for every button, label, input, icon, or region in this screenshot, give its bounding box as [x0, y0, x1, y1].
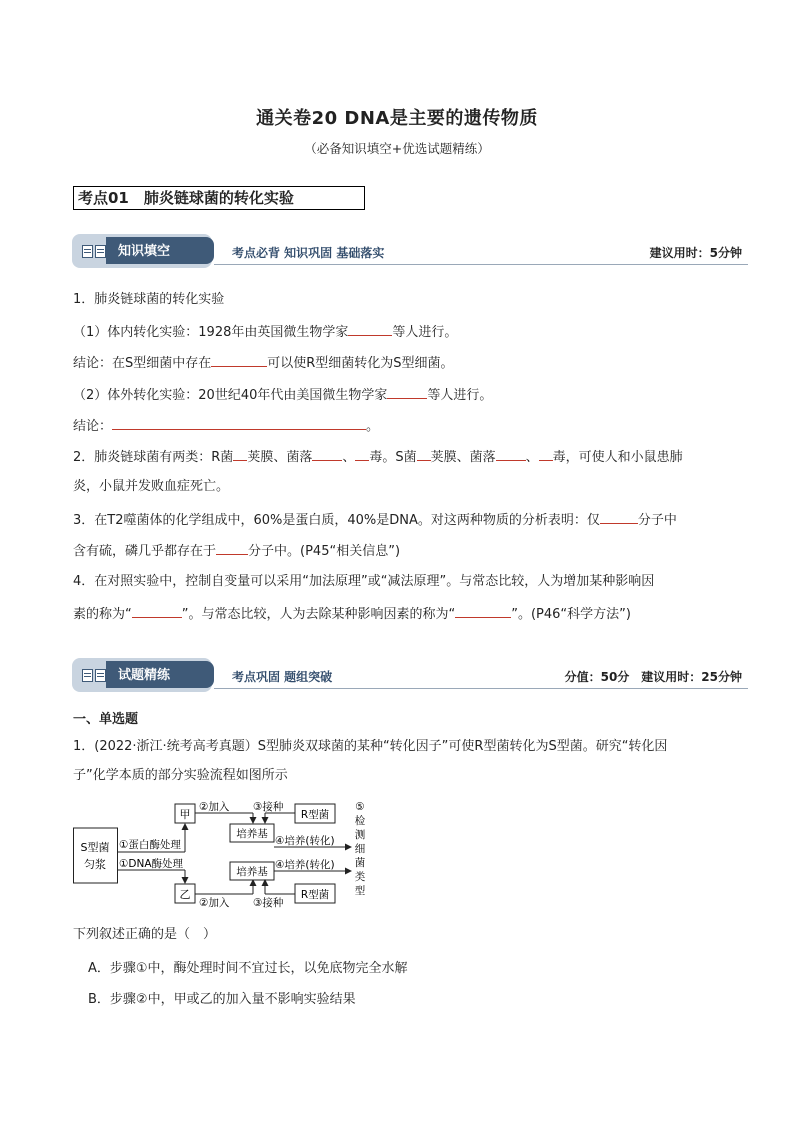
fill-blank[interactable]	[455, 603, 511, 618]
score-time: 分值：50分 建议用时：25分钟	[564, 670, 742, 684]
fill-blank[interactable]	[211, 352, 267, 367]
inoculate-label-bottom: ③接种	[253, 897, 284, 908]
banner-label: 知识填空	[118, 244, 171, 259]
dnase-label: ①DNA酶处理	[119, 858, 184, 870]
knowledge-line: 2．肺炎链球菌有两类：R菌 荚膜、菌落 、 毒。S菌 荚膜、菌落 、 毒，可使人和小鼠患肺	[73, 446, 683, 468]
detect-char: 细	[354, 843, 366, 855]
knowledge-line: 4．在对照实验中，控制自变量可以采用“加法原理”或“减法原理”。与常态比较，人为增加某种影响因	[73, 574, 655, 589]
knowledge-line: 含有硫，磷几乎都存在于 分子中。(P45“相关信息”)	[73, 540, 400, 562]
knowledge-line: 结论： 。	[73, 415, 379, 437]
knowledge-line: 1．肺炎链球菌的转化实验	[73, 292, 225, 307]
add-label-top: ②加入	[199, 801, 230, 813]
detect-char: 类	[354, 871, 366, 883]
yi-label: 乙	[179, 888, 191, 901]
knowledge-line: 素的称为“ ”。与常态比较，人为去除某种影响因素的称为“ ”。(P46“科学方法”)	[73, 603, 631, 625]
fill-blank[interactable]	[496, 446, 526, 461]
question-prompt: 下列叙述正确的是（ ）	[73, 927, 217, 942]
page-title: 通关卷20 DNA是主要的遗传物质	[256, 108, 538, 129]
detect-char: 菌	[354, 857, 366, 869]
banner-label: 试题精练	[118, 668, 171, 683]
add-label-bottom: ②加入	[199, 897, 230, 908]
fill-blank[interactable]	[216, 540, 248, 555]
knowledge-banner	[72, 234, 748, 268]
knowledge-line: （1）体内转化实验：1928年由英国微生物学家 等人进行。	[73, 321, 457, 343]
jia-label: 甲	[179, 808, 191, 821]
detect-char: 型	[354, 885, 366, 897]
book-icon	[82, 245, 93, 258]
fill-blank[interactable]	[312, 446, 342, 461]
inoculate-label-top: ③接种	[253, 801, 284, 813]
fill-blank[interactable]	[348, 321, 392, 336]
page-subtitle: （必备知识填空+优选试题精练）	[304, 141, 490, 156]
fill-blank[interactable]	[112, 415, 366, 430]
option-b[interactable]: B．步骤②中，甲或乙的加入量不影响实验结果	[88, 992, 356, 1007]
fill-blank[interactable]	[417, 446, 431, 461]
detect-char: 检	[354, 815, 366, 827]
book-icon	[95, 245, 106, 258]
option-a[interactable]: A．步骤①中，酶处理时间不宜过长，以免底物完全水解	[88, 961, 408, 976]
book-icon	[82, 669, 93, 682]
question-text: 子”化学本质的部分实验流程如图所示	[73, 768, 288, 783]
exercise-banner	[72, 658, 748, 692]
s-homogenate-label-1: S型菌	[80, 841, 110, 854]
detect-char: ⑤	[355, 801, 365, 813]
culture-label-top: ④培养(转化)	[275, 835, 335, 847]
book-icon	[95, 669, 106, 682]
knowledge-line: 炎，小鼠并发败血症死亡。	[73, 479, 230, 494]
fill-blank[interactable]	[355, 446, 369, 461]
s-homogenate-label-2: 匀浆	[84, 858, 106, 871]
fill-blank[interactable]	[387, 384, 427, 399]
question-text: 1．(2022·浙江·统考高考真题）S型肺炎双球菌的某种“转化因子”可使R型菌转化为S型菌。研究“转化因	[73, 739, 668, 754]
fill-blank[interactable]	[539, 446, 553, 461]
r-strain-label-top: R型菌	[300, 809, 330, 821]
experiment-flow-diagram	[73, 798, 373, 908]
section-heading: 考点01 肺炎链球菌的转化实验	[73, 186, 365, 210]
banner-slogan: 考点必背 知识巩固 基础落实	[232, 246, 385, 260]
section-type-heading: 一、单选题	[73, 712, 139, 727]
detect-char: 测	[354, 829, 366, 841]
knowledge-line: 3．在T2噬菌体的化学组成中，60%是蛋白质，40%是DNA。对这两种物质的分析表明：仅 分子中	[73, 509, 677, 531]
banner-slogan: 考点巩固 题组突破	[232, 670, 333, 684]
knowledge-line: 结论：在S型细菌中存在 可以使R型细菌转化为S型细菌。	[73, 352, 454, 374]
fill-blank[interactable]	[600, 509, 638, 524]
knowledge-line: （2）体外转化实验：20世纪40年代由美国微生物学家 等人进行。	[73, 384, 492, 406]
medium-label-top: 培养基	[236, 828, 268, 840]
r-strain-label-bottom: R型菌	[300, 889, 330, 901]
suggested-time: 建议用时：5分钟	[649, 246, 742, 260]
medium-label-bottom: 培养基	[236, 866, 268, 878]
fill-blank[interactable]	[132, 603, 182, 618]
culture-label-bottom: ④培养(转化)	[275, 859, 335, 871]
fill-blank[interactable]	[233, 446, 247, 461]
s-homogenate-box	[74, 828, 118, 883]
protease-label: ①蛋白酶处理	[119, 839, 181, 851]
